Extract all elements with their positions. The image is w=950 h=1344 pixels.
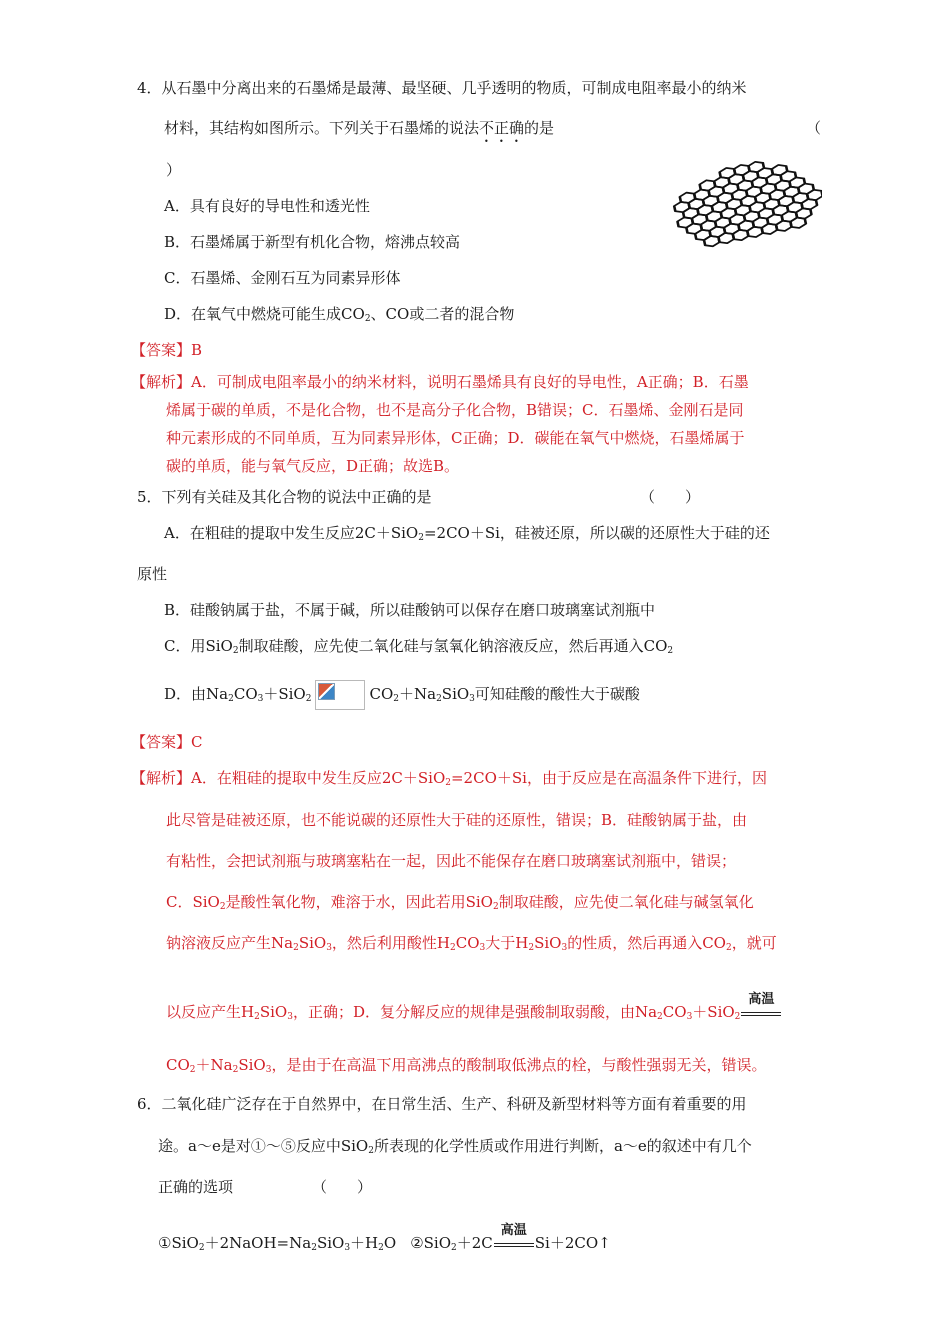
hexagon-ring [686,222,703,235]
q5-analysis-line6: 以反应产生$H_2SiO_3$，正确；D．复分解反应的规律是强酸制取弱酸，由$Na_2CO_3+SiO_2$ 高温 [166,1002,782,1023]
q4-paren-open: （ [806,119,822,137]
graphene-structure-image [672,157,822,257]
q4-option-a: A．具有良好的导电性和透光性 [164,197,370,215]
q5-analysis-line5: 钠溶液反应产生$Na_2SiO_3$，然后利用酸性$H_2CO_3$大于$H_2SiO_3$的性质，然后再通入$CO_2$，就可 [166,934,777,953]
analysis-tag: 【解析】 [131,769,192,787]
emphasis-not-correct: 不正确 [479,119,525,137]
broken-image-icon [315,680,365,710]
hexagon-ring [775,219,792,232]
q5-option-d: D．由$Na_2CO_3+SiO_2$ $CO_2+Na_2SiO_3$可知硅酸的酸性大于碳酸 [164,680,640,710]
q5-analysis-line3: 有粘性，会把试剂瓶与玻璃塞粘在一起，因此不能保存在磨口玻璃塞试剂瓶中，错误； [166,852,737,870]
q6-stem-line3: 正确的选项 [158,1178,234,1196]
q5-analysis-line2: 此尽管是硅被还原，也不能说碳的还原性大于硅的还原性，错误；B．硅酸钠属于盐，由 [166,811,748,829]
q4-analysis-line4: 碳的单质，能与氧气反应，D正确；故选B。 [166,457,460,475]
hexagon-ring [747,225,764,238]
q5-option-c: C．用SiO$_2$制取硅酸，应先使二氧化硅与氢氧化钠溶液反应，然后再通入$CO_2$ [164,637,674,656]
q6-stem-line2: 途。a～e是对①～⑤反应中SiO$_2$所表现的化学性质或作用进行判断，a～e的叙述中有几个 [158,1137,752,1156]
hexagon-ring [674,200,691,213]
hexagon-ring [761,222,778,235]
answer-tag: 【答案】 [131,341,192,359]
q5-analysis-line7: $CO_2+Na_2SiO_3$，是由于在高温下用高沸点的酸制取低沸点的栓，与酸性强弱无关，错误。 [166,1056,767,1075]
answer-value: C [191,733,203,751]
q5-answer [131,732,203,752]
reaction-2: ②SiO$_2$＋2C 高温 Si＋2CO↑ [410,1223,611,1253]
q4-option-d: D．在氧气中燃烧可能生成$CO_2$、CO或二者的混合物 [164,305,515,324]
q5-option-a: A．在粗硅的提取中发生反应2C＋SiO$_2$=2CO＋Si，硅被还原，所以碳的还原性大于硅的还 [164,524,770,543]
q4-stem-line2: 材料，其结构如图所示。下列关于石墨烯的说法不正确的是 [164,119,555,137]
hexagon-ring [718,231,735,244]
hexagon-ring [703,234,720,247]
q4-option-b: B．石墨烯属于新型有机化合物，熔沸点较高 [164,233,461,251]
analysis-tag: 【解析】 [131,373,192,391]
q5-option-b: B．硅酸钠属于盐，不属于碱，所以硅酸钠可以保存在磨口玻璃塞试剂瓶中 [164,601,656,619]
reaction-1: $①SiO_2+2NaOH=Na_2SiO_3+H_2O$ [158,1234,397,1253]
q6-reactions [158,1223,611,1254]
hexagon-ring [732,228,749,241]
high-temp-condition: 高温 [741,1003,781,1023]
q5-paren: （ ） [640,488,701,506]
hexagon-ring [677,216,694,229]
q4-option-c: C．石墨烯、金刚石互为同素异形体 [164,269,401,287]
q4-answer [131,340,202,360]
answer-value: B [191,341,203,359]
q6-stem-line1: 6．二氧化硅广泛存在于自然界中，在日常生活、生产、科研及新型材料等方面有着重要的用 [137,1095,747,1113]
q5-stem: 5．下列有关硅及其化合物的说法中正确的是 [137,488,432,506]
q6-paren: （ ） [312,1178,373,1196]
hexagon-ring [695,228,712,241]
answer-tag: 【答案】 [131,733,192,751]
q4-analysis-line2: 烯属于碳的单质，不是化合物，也不是高分子化合物，B错误；C．石墨烯、金刚石是同 [166,401,744,419]
q5-analysis-line4: C．SiO$_2$是酸性氧化物，难溶于水，因此若用SiO$_2$制取硅酸，应先使二氧化硅与碱氢氧化 [166,893,754,912]
q4-stem-line1: 4．从石墨中分离出来的石墨烯是最薄、最坚硬、几乎透明的物质，可制成电阻率最小的纳米 [137,79,747,97]
hexagon-ring [790,216,807,229]
high-temp-condition: 高温 [494,1234,534,1254]
q4-paren-close: ） [166,161,182,179]
q5-option-a-cont: 原性 [137,565,168,583]
q4-analysis-line3: 种元素形成的不同单质，互为同素异形体，C正确；D．碳能在氧气中燃烧，石墨烯属于 [166,429,745,447]
q5-analysis-line1: 【解析】A．在粗硅的提取中发生反应2C＋SiO$_2$=2CO＋Si，由于反应是在高温条件下进行，因 [131,769,767,788]
q4-analysis-line1: 【解析】A．可制成电阻率最小的纳米材料，说明石墨烯具有良好的导电性，A正确；B．石墨 [131,373,749,391]
